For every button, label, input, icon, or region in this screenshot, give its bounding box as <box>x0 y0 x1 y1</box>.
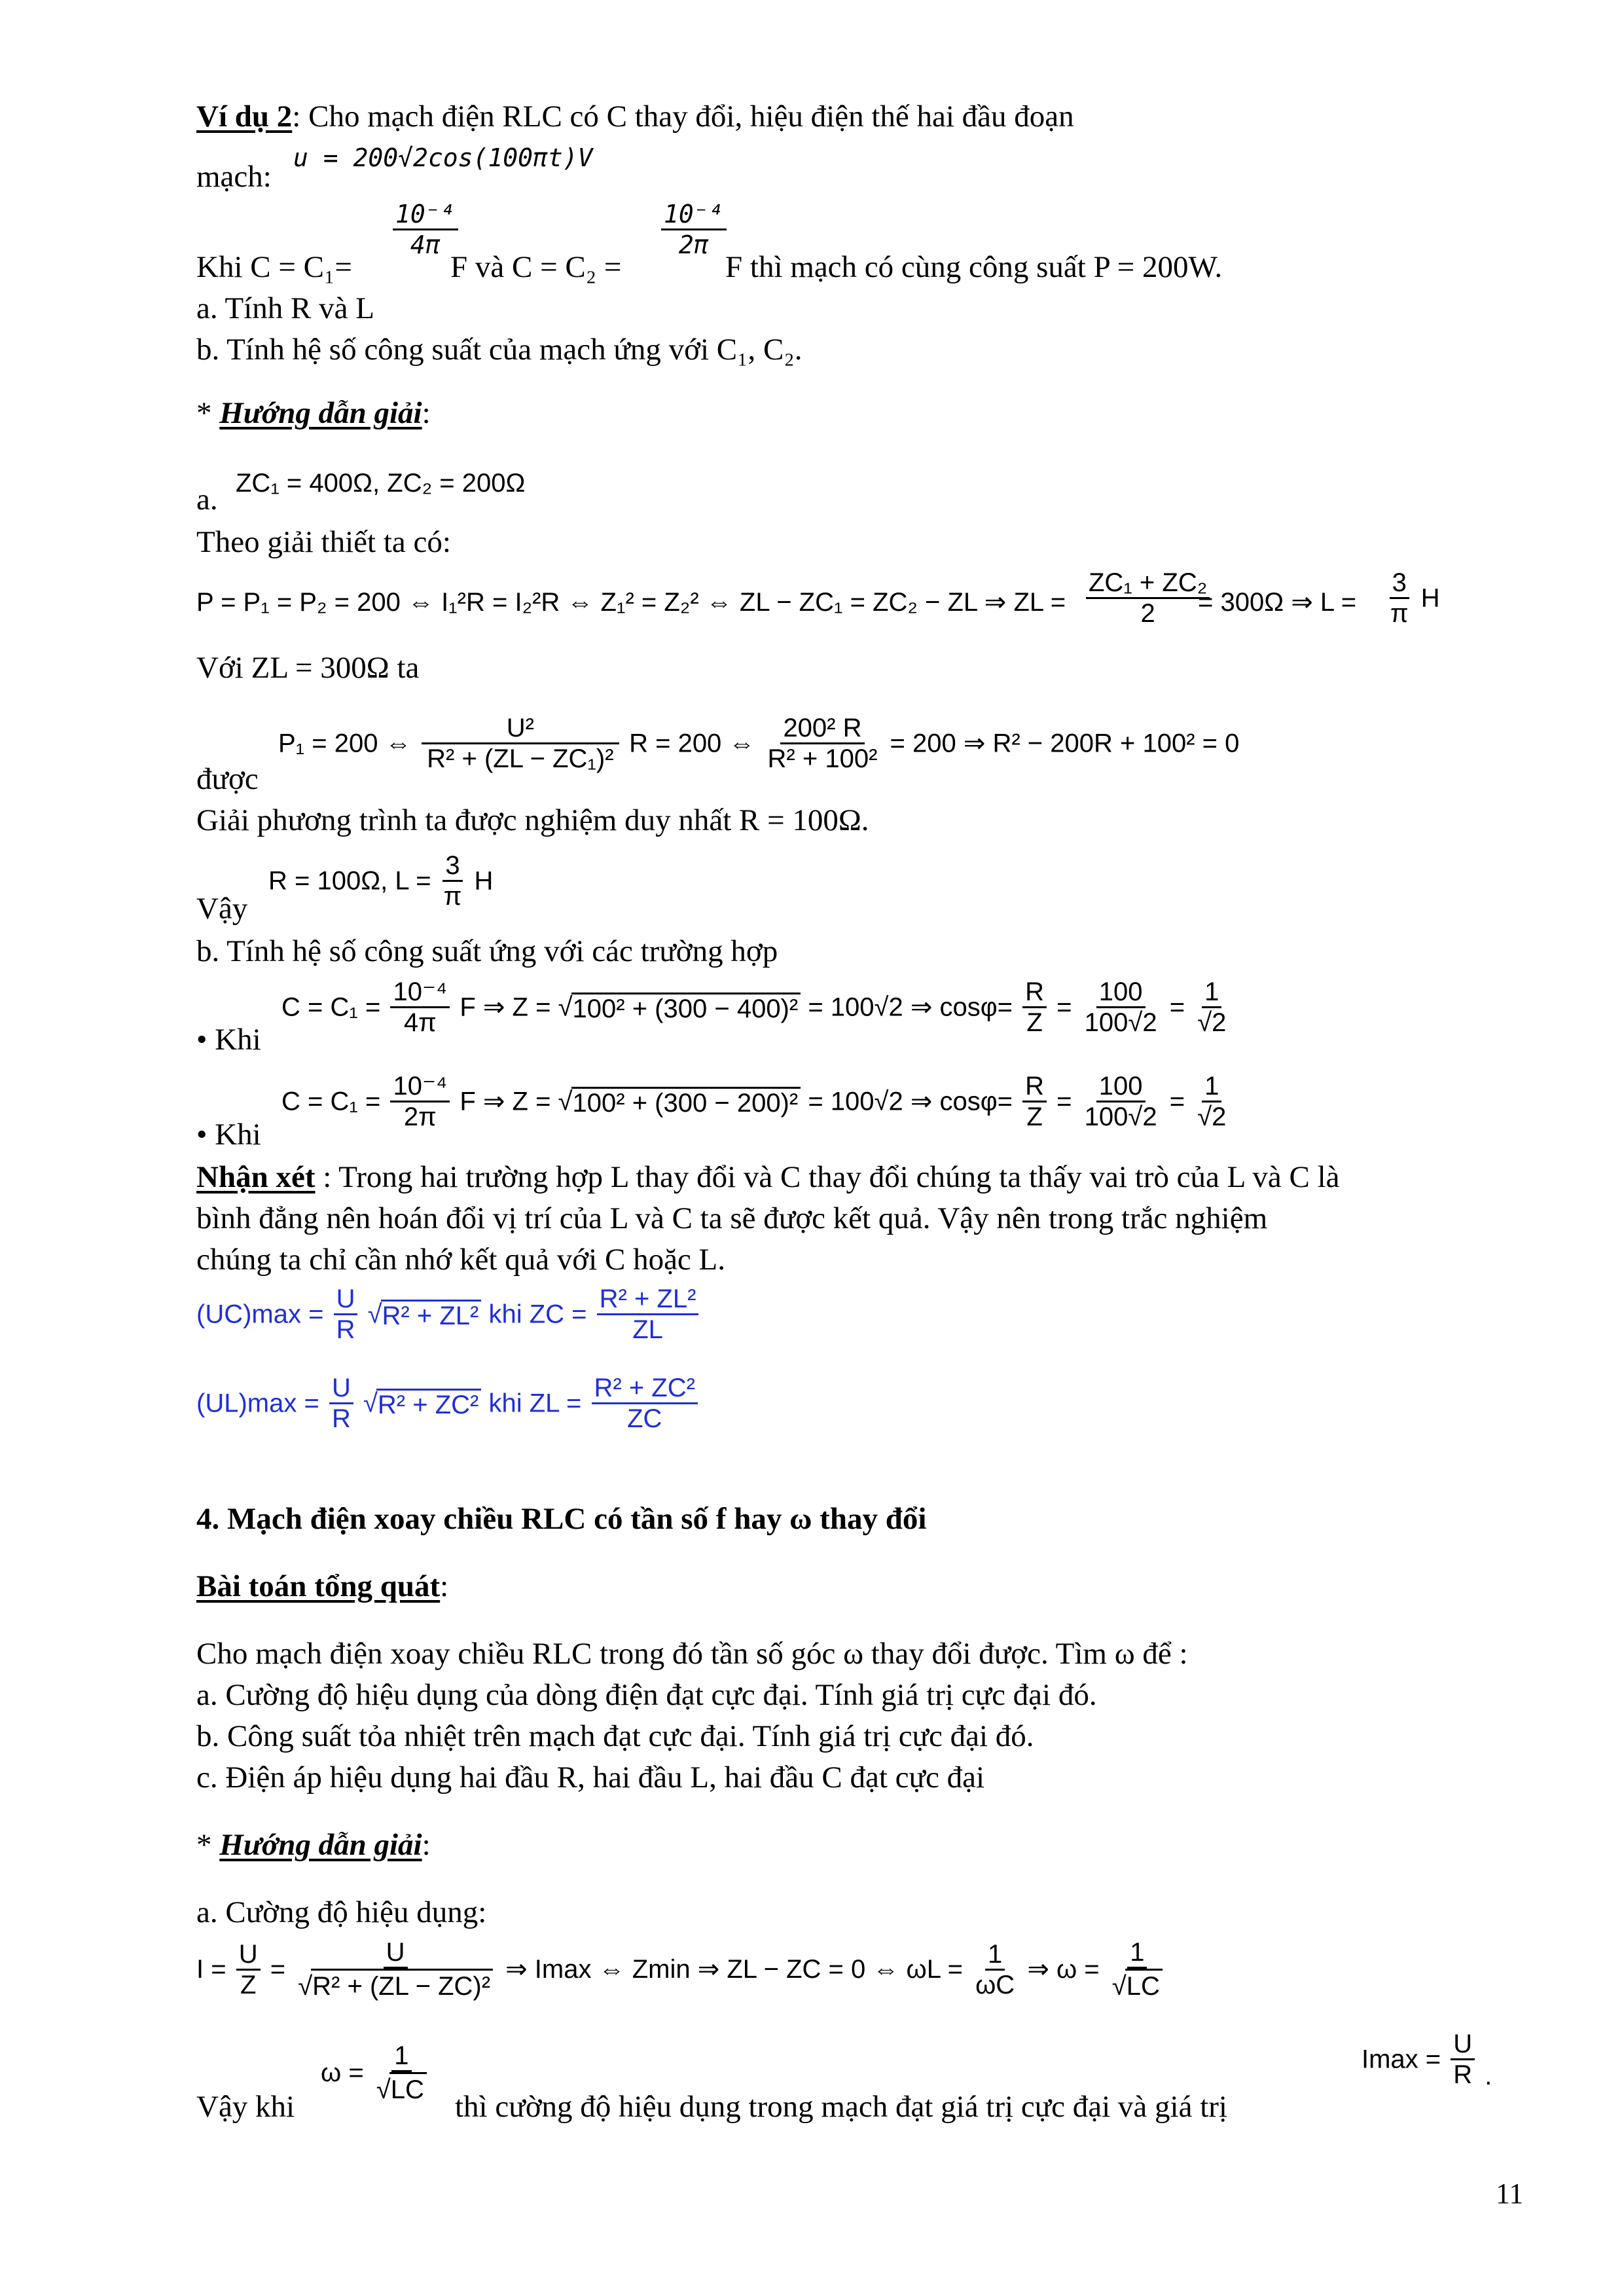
capacitance-line: Khi C = C₁= <box>196 250 352 284</box>
guide-heading-1: * Hướng dẫn giải: <box>196 396 431 430</box>
part-a-label: a. <box>196 483 218 517</box>
omega-formula: ω = $\frac{1}{√LC}$ <box>321 2041 432 2104</box>
zc-equation: ZC₁ = 400Ω, ZC₂ = 200Ω <box>236 469 526 498</box>
khi-1-label: • Khi <box>196 1023 261 1057</box>
current-line: a. Cường độ hiệu dụng: <box>196 1895 487 1929</box>
vay-label: Vậy <box>196 892 248 926</box>
example-label: Ví dụ 2 <box>196 100 293 134</box>
problem-line-4: c. Điện áp hiệu dụng hai đầu R, hai đầu L, hai đầu C đạt cực đại <box>196 1760 985 1795</box>
uc-max-formula: (UC)max = $\frac{U}{R}$ √R² + ZL² khi ZC = $\frac{\text{R² + ZL²}}{ZL}$ <box>196 1285 701 1344</box>
c-tail-text: F thì mạch có cùng công suất P = 200W. <box>725 250 1223 284</box>
c1-fraction: $\frac{\text{10⁻⁴}}{4\pi}$ <box>390 200 461 259</box>
khi-2-label: • Khi <box>196 1118 261 1152</box>
power-equation: P = P₁ = P₂ = 200 ⇔ I₁²R = I₂²R ⇔ Z₁² = Z₂² ⇔ ZL − ZC₁ = ZC₂ − ZL ⇒ ZL = <box>196 588 1066 617</box>
part-b-line: b. Tính hệ số công suất ứng với các trường hợp <box>196 934 778 968</box>
ul-max-formula: (UL)max = $\frac{U}{R}$ √R² + ZC² khi ZL = $\frac{\text{R² + ZC²}}{ZC}$ <box>196 1374 700 1433</box>
power-equation-tail: = 300Ω ⇒ L = <box>1198 588 1357 617</box>
problem-heading: Bài toán tổng quát: <box>196 1569 449 1603</box>
duoc-line: được <box>196 762 259 796</box>
imax-formula: Imax = $\frac{U}{R}$ . <box>1362 2030 1492 2090</box>
remark-line-1: Nhận xét : Trong hai trường hợp L thay đổi và C thay đổi chúng ta thấy vai trò của L và C là <box>196 1160 1340 1194</box>
c2-mid-text: F và C = C₂ = <box>450 250 622 284</box>
c2-fraction: $\frac{\text{10⁻⁴}}{2\pi}$ <box>659 200 729 259</box>
guide-heading-2: * Hướng dẫn giải: <box>196 1828 431 1862</box>
example-line-2: mạch: <box>196 160 272 194</box>
remark-line-2: bình đẳng nên hoán đổi vị trí của L và C ta sẽ được kết quả. Vậy nên trong trắc nghiệm <box>196 1201 1268 1235</box>
section-4-heading: 4. Mạch điện xoay chiều RLC có tần số f hay ω thay đổi <box>196 1502 927 1536</box>
vay-text: thì cường độ hiệu dụng trong mạch đạt giá trị cực đại và giá trị <box>455 2090 1227 2124</box>
voltage-equation: u = 200√2cos(100πt)V <box>293 143 593 172</box>
solve-line: Giải phương trình ta được nghiệm duy nhất R = 100Ω. <box>196 803 869 837</box>
current-equation: I = $\frac{U}{Z}$ = $\frac{U}{\text{√R² + (ZL − ZC)²}}$ ⇒ Imax ⇔ Zmin ⇒ ZL − ZC = 0 ⇔ ωL = $\frac{1}{\omega C}$ ⇒ ω = $\frac{1}{√LC}$ <box>196 1938 1168 2001</box>
problem-line-2: a. Cường độ hiệu dụng của dòng điện đạt cực đại. Tính giá trị cực đại đó. <box>196 1678 1097 1712</box>
vay-equation: R = 100Ω, L = $\frac{3}{\pi}$ H <box>268 851 494 911</box>
task-b: b. Tính hệ số công suất của mạch ứng với C₁, C₂. <box>196 333 803 367</box>
khi-1-equation: C = C₁ = $\frac{\text{10⁻⁴}}{4\pi}$ F ⇒ Z = √100² + (300 − 400)² = 100√2 ⇒ cosφ= $\frac{R}{Z}$ = $\frac{100}{100√2}$ = $\frac{1}{√2}$ <box>281 977 1227 1037</box>
problem-line-1: Cho mạch điện xoay chiều RLC trong đó tần số góc ω thay đổi được. Tìm ω để : <box>196 1637 1188 1671</box>
l-fraction: $\frac{3}{\pi}$ H <box>1390 568 1440 628</box>
zl-fraction: $\frac{\text{ZC₁ + ZC₂}}{2}$ <box>1083 568 1212 628</box>
voi-line: Với ZL = 300Ω ta <box>196 651 420 685</box>
page-number: 11 <box>1496 2178 1524 2210</box>
example-line-1: Ví dụ 2: Cho mạch điện RLC có C thay đổi, hiệu điện thế hai đầu đoạn <box>196 100 1074 134</box>
remark-line-3: chúng ta chỉ cần nhớ kết quả với C hoặc L. <box>196 1243 725 1277</box>
p1-equation: P₁ = 200 ⇔ $\frac{\text{U²}}{\text{R² + (ZL − ZC₁)²}}$ R = 200 ⇔ $\frac{\text{200² R}}{\text{R² + 100²}}$ = 200 ⇒ R² − 200R + 100² = 0 <box>278 714 1240 773</box>
vay-khi-label: Vậy khi <box>196 2090 295 2124</box>
problem-line-3: b. Công suất tỏa nhiệt trên mạch đạt cực đại. Tính giá trị cực đại đó. <box>196 1719 1034 1753</box>
khi-2-equation: C = C₁ = $\frac{\text{10⁻⁴}}{2\pi}$ F ⇒ Z = √100² + (300 − 200)² = 100√2 ⇒ cosφ= $\frac{R}{Z}$ = $\frac{100}{100√2}$ = $\frac{1}{√2}$ <box>281 1072 1227 1131</box>
task-a: a. Tính R và L <box>196 291 374 325</box>
theo-line: Theo giải thiết ta có: <box>196 525 451 559</box>
